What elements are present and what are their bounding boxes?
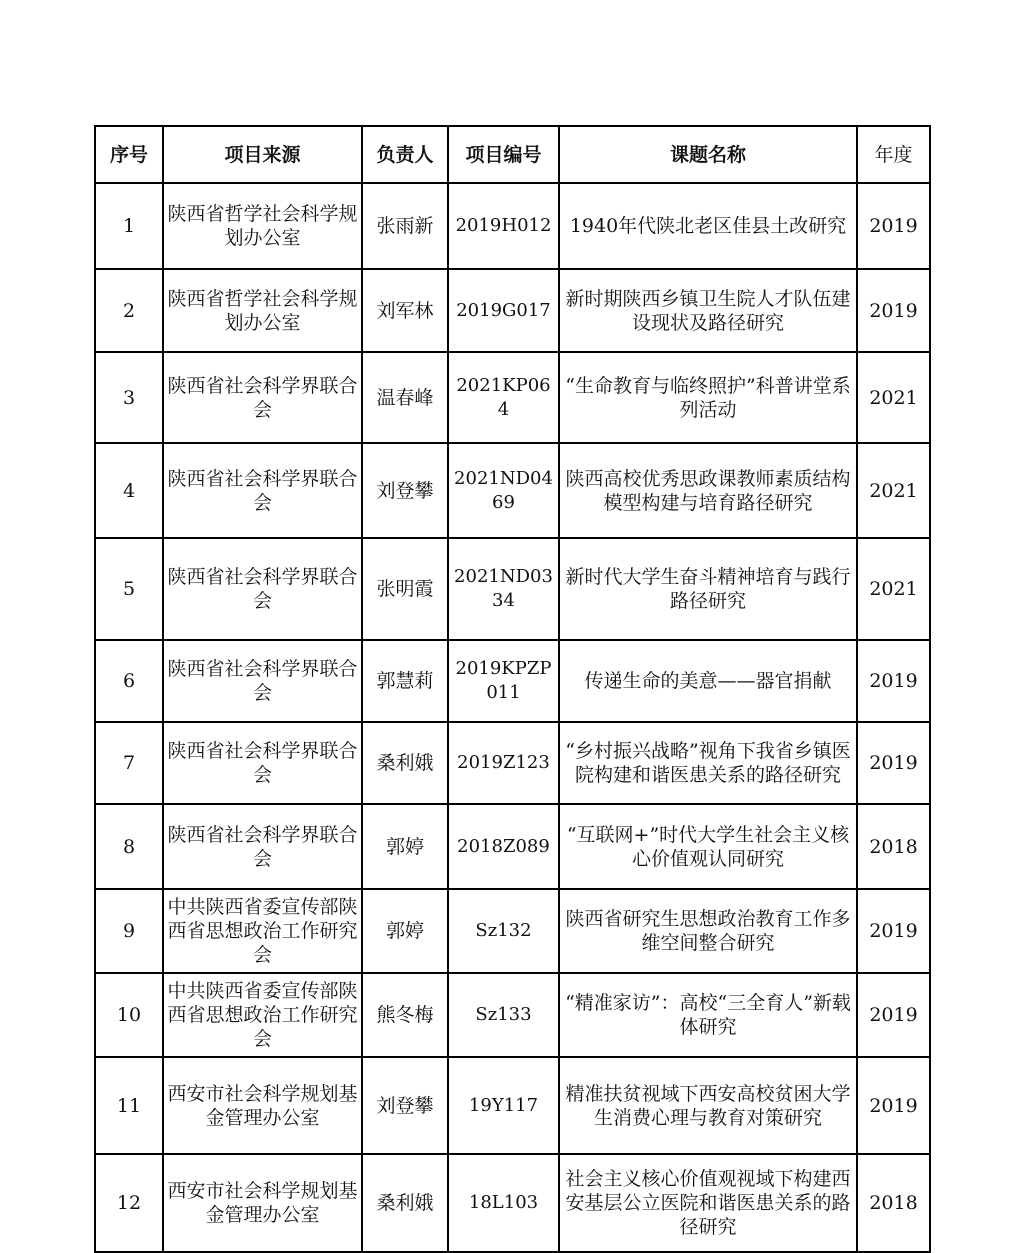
cell-leader: 郭慧莉 (362, 640, 448, 722)
cell-leader: 刘登攀 (362, 443, 448, 538)
table-row (95, 269, 930, 352)
cell-title: 陕西省研究生思想政治教育工作多维空间整合研究 (559, 889, 857, 973)
cell-code: Sz133 (448, 973, 559, 1057)
cell-year: 2021 (857, 538, 930, 640)
cell-code: 2021ND0334 (448, 538, 559, 640)
project-table (94, 125, 931, 1253)
cell-year: 2019 (857, 183, 930, 269)
cell-index: 6 (95, 640, 163, 722)
table-row (95, 183, 930, 269)
cell-source: 陕西省社会科学界联合会 (163, 640, 362, 722)
cell-source: 陕西省社会科学界联合会 (163, 722, 362, 804)
table-row (95, 352, 930, 443)
project-table-container (94, 125, 931, 1253)
header-title: 课题名称 (559, 126, 857, 183)
cell-title: 陕西高校优秀思政课教师素质结构模型构建与培育路径研究 (559, 443, 857, 538)
cell-code: 19Y117 (448, 1057, 559, 1154)
cell-source: 陕西省哲学社会科学规划办公室 (163, 269, 362, 352)
cell-year: 2019 (857, 889, 930, 973)
cell-source: 陕西省社会科学界联合会 (163, 804, 362, 889)
header-code: 项目编号 (448, 126, 559, 183)
header-index: 序号 (95, 126, 163, 183)
cell-source: 中共陕西省委宣传部陕西省思想政治工作研究会 (163, 889, 362, 973)
table-row (95, 1057, 930, 1154)
cell-year: 2019 (857, 269, 930, 352)
cell-source: 中共陕西省委宣传部陕西省思想政治工作研究会 (163, 973, 362, 1057)
cell-code: 2018Z089 (448, 804, 559, 889)
cell-title: 社会主义核心价值观视域下构建西安基层公立医院和谐医患关系的路径研究 (559, 1154, 857, 1252)
cell-leader: 张明霞 (362, 538, 448, 640)
cell-title: 新时期陕西乡镇卫生院人才队伍建设现状及路径研究 (559, 269, 857, 352)
cell-source: 陕西省哲学社会科学规划办公室 (163, 183, 362, 269)
cell-index: 4 (95, 443, 163, 538)
cell-title: 传递生命的美意——器官捐献 (559, 640, 857, 722)
cell-leader: 郭婷 (362, 804, 448, 889)
cell-year: 2021 (857, 352, 930, 443)
cell-title: “互联网+”时代大学生社会主义核心价值观认同研究 (559, 804, 857, 889)
table-row (95, 973, 930, 1057)
cell-code: 2019G017 (448, 269, 559, 352)
header-leader: 负责人 (362, 126, 448, 183)
cell-source: 陕西省社会科学界联合会 (163, 538, 362, 640)
cell-title: 1940年代陕北老区佳县土改研究 (559, 183, 857, 269)
table-row (95, 804, 930, 889)
cell-code: 2019H012 (448, 183, 559, 269)
cell-code: 2019KPZP011 (448, 640, 559, 722)
cell-year: 2018 (857, 804, 930, 889)
cell-leader: 张雨新 (362, 183, 448, 269)
table-row (95, 1154, 930, 1252)
cell-title: “乡村振兴战略”视角下我省乡镇医院构建和谐医患关系的路径研究 (559, 722, 857, 804)
cell-index: 10 (95, 973, 163, 1057)
cell-index: 5 (95, 538, 163, 640)
cell-code: 2019Z123 (448, 722, 559, 804)
cell-code: Sz132 (448, 889, 559, 973)
cell-year: 2018 (857, 1154, 930, 1252)
cell-title: 新时代大学生奋斗精神培育与践行路径研究 (559, 538, 857, 640)
table-row (95, 722, 930, 804)
cell-index: 3 (95, 352, 163, 443)
cell-index: 1 (95, 183, 163, 269)
table-row (95, 889, 930, 973)
cell-leader: 桑利娥 (362, 1154, 448, 1252)
cell-index: 8 (95, 804, 163, 889)
cell-leader: 温春峰 (362, 352, 448, 443)
cell-title: “精准家访”：高校“三全育人”新载体研究 (559, 973, 857, 1057)
table-row (95, 538, 930, 640)
cell-source: 陕西省社会科学界联合会 (163, 443, 362, 538)
cell-year: 2019 (857, 1057, 930, 1154)
cell-title: 精准扶贫视域下西安高校贫困大学生消费心理与教育对策研究 (559, 1057, 857, 1154)
cell-source: 西安市社会科学规划基金管理办公室 (163, 1057, 362, 1154)
cell-index: 11 (95, 1057, 163, 1154)
cell-year: 2021 (857, 443, 930, 538)
cell-leader: 刘军林 (362, 269, 448, 352)
cell-source: 西安市社会科学规划基金管理办公室 (163, 1154, 362, 1252)
cell-index: 7 (95, 722, 163, 804)
cell-code: 2021ND0469 (448, 443, 559, 538)
header-year: 年度 (857, 126, 930, 183)
cell-year: 2019 (857, 722, 930, 804)
cell-code: 18L103 (448, 1154, 559, 1252)
table-row (95, 443, 930, 538)
table-header-row (95, 126, 930, 183)
header-source: 项目来源 (163, 126, 362, 183)
cell-leader: 熊冬梅 (362, 973, 448, 1057)
cell-leader: 刘登攀 (362, 1057, 448, 1154)
cell-index: 9 (95, 889, 163, 973)
cell-index: 12 (95, 1154, 163, 1252)
cell-leader: 桑利娥 (362, 722, 448, 804)
table-row (95, 640, 930, 722)
cell-source: 陕西省社会科学界联合会 (163, 352, 362, 443)
cell-year: 2019 (857, 973, 930, 1057)
cell-title: “生命教育与临终照护”科普讲堂系列活动 (559, 352, 857, 443)
cell-leader: 郭婷 (362, 889, 448, 973)
cell-code: 2021KP064 (448, 352, 559, 443)
cell-year: 2019 (857, 640, 930, 722)
cell-index: 2 (95, 269, 163, 352)
